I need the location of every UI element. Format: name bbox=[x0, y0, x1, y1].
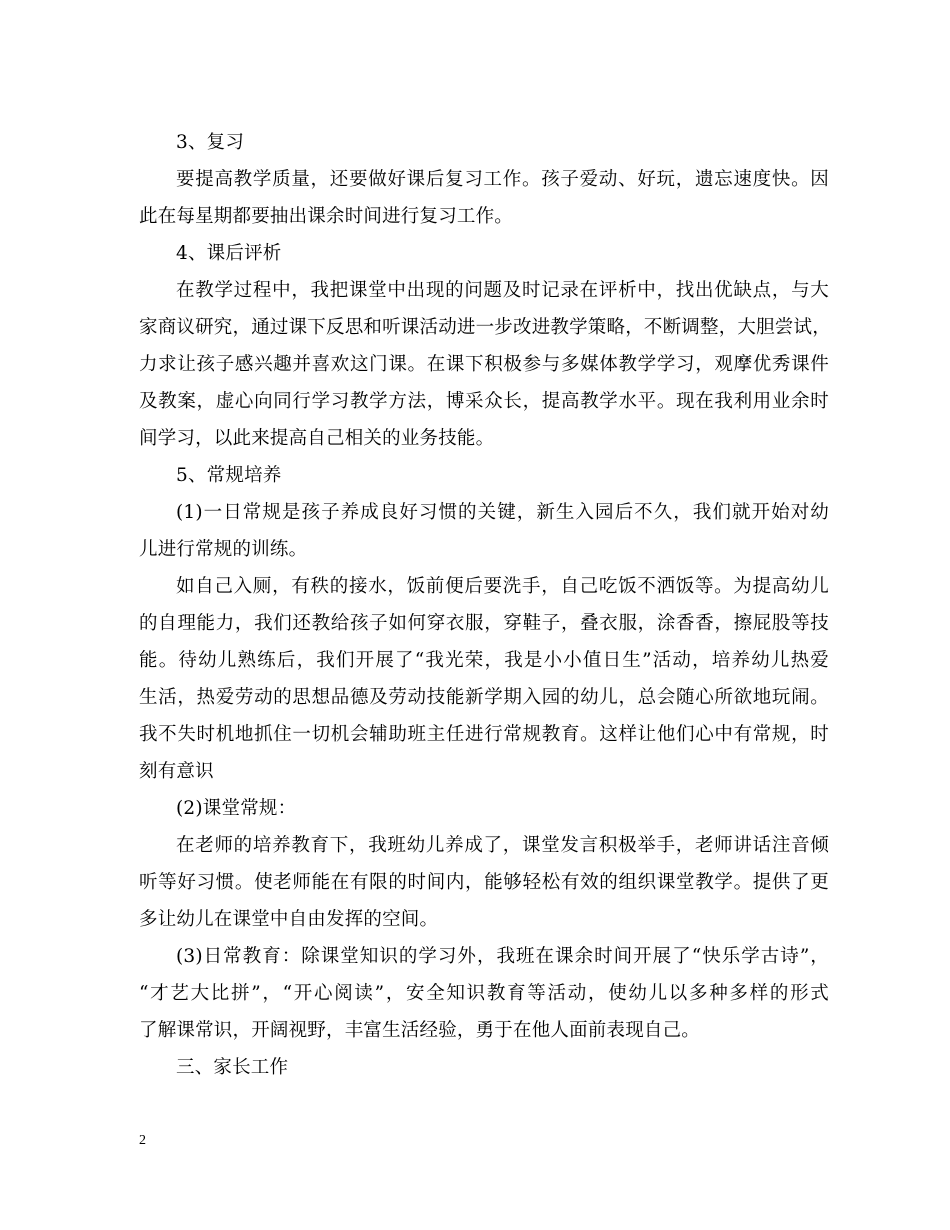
paragraph-line: 此在每星期都要抽出课余时间进行复习工作。 bbox=[139, 206, 514, 227]
paragraph-line: 家商议研究，通过课下反思和听课活动进一步改进教学策略，不断调整，大胆尝试， bbox=[139, 317, 831, 338]
paragraph-line: 要提高教学质量，还要做好课后复习工作。孩子爱动、好玩，遗忘速度快。因 bbox=[176, 169, 829, 190]
paragraph-line: 了解课常识，开阔视野，丰富生活经验，勇于在他人面前表现自己。 bbox=[139, 1020, 701, 1041]
document-body bbox=[139, 128, 829, 1090]
paragraph-line: 多让幼儿在课堂中自由发挥的空间。 bbox=[139, 909, 439, 930]
paragraph-line: 听等好习惯。使老师能在有限的时间内，能够轻松有效的组织课堂教学。提供了更 bbox=[139, 872, 829, 893]
paragraph-line: 我不失时机地抓住一切机会辅助班主任进行常规教育。这样让他们心中有常规，时 bbox=[139, 724, 829, 745]
paragraph-line: “才艺大比拼”，“开心阅读”，安全知识教育等活动，使幼儿以多种多样的形式 bbox=[139, 983, 829, 1004]
paragraph-line: 刻有意识 bbox=[139, 761, 214, 782]
section-heading-evaluation: 4、课后评析 bbox=[176, 243, 282, 264]
section-heading-routine: 5、常规培养 bbox=[176, 465, 282, 486]
paragraph-line: 能。待幼儿熟练后，我们开展了“我光荣，我是小小值日生”活动，培养幼儿热爱 bbox=[139, 650, 829, 671]
paragraph-line: 如自己入厕，有秩的接水，饭前便后要洗手，自己吃饭不洒饭等。为提高幼儿 bbox=[176, 576, 829, 597]
paragraph-line: 在教学过程中，我把课堂中出现的问题及时记录在评析中，找出优缺点，与大 bbox=[176, 280, 829, 301]
paragraph-line: 儿进行常规的训练。 bbox=[139, 539, 308, 560]
paragraph-line: 间学习，以此来提高自己相关的业务技能。 bbox=[139, 428, 495, 449]
paragraph-line: 力求让孩子感兴趣并喜欢这门课。在课下积极参与多媒体教学学习，观摩优秀课件 bbox=[139, 354, 829, 375]
section-heading-review: 3、复习 bbox=[176, 132, 245, 153]
subheading-classroom-routine: (2)课堂常规： bbox=[176, 798, 297, 819]
section-heading-parent-work: 三、家长工作 bbox=[176, 1057, 289, 1078]
paragraph-line: 的自理能力，我们还教给孩子如何穿衣服，穿鞋子，叠衣服，涂香香，擦屁股等技 bbox=[139, 613, 829, 634]
paragraph-line: (1)一日常规是孩子养成良好习惯的关键，新生入园后不久，我们就开始对幼 bbox=[176, 502, 829, 523]
paragraph-line: 及教案，虚心向同行学习教学方法，博采众长，提高教学水平。现在我利用业余时 bbox=[139, 391, 829, 412]
paragraph-line: 在老师的培养教育下，我班幼儿养成了，课堂发言积极举手，老师讲话注音倾 bbox=[176, 835, 829, 856]
paragraph-line: 生活，热爱劳动的思想品德及劳动技能新学期入园的幼儿，总会随心所欲地玩闹。 bbox=[139, 687, 829, 708]
page-number: 2 bbox=[139, 1133, 146, 1148]
paragraph-line: (3)日常教育：除课堂知识的学习外，我班在课余时间开展了“快乐学古诗”， bbox=[176, 946, 829, 967]
